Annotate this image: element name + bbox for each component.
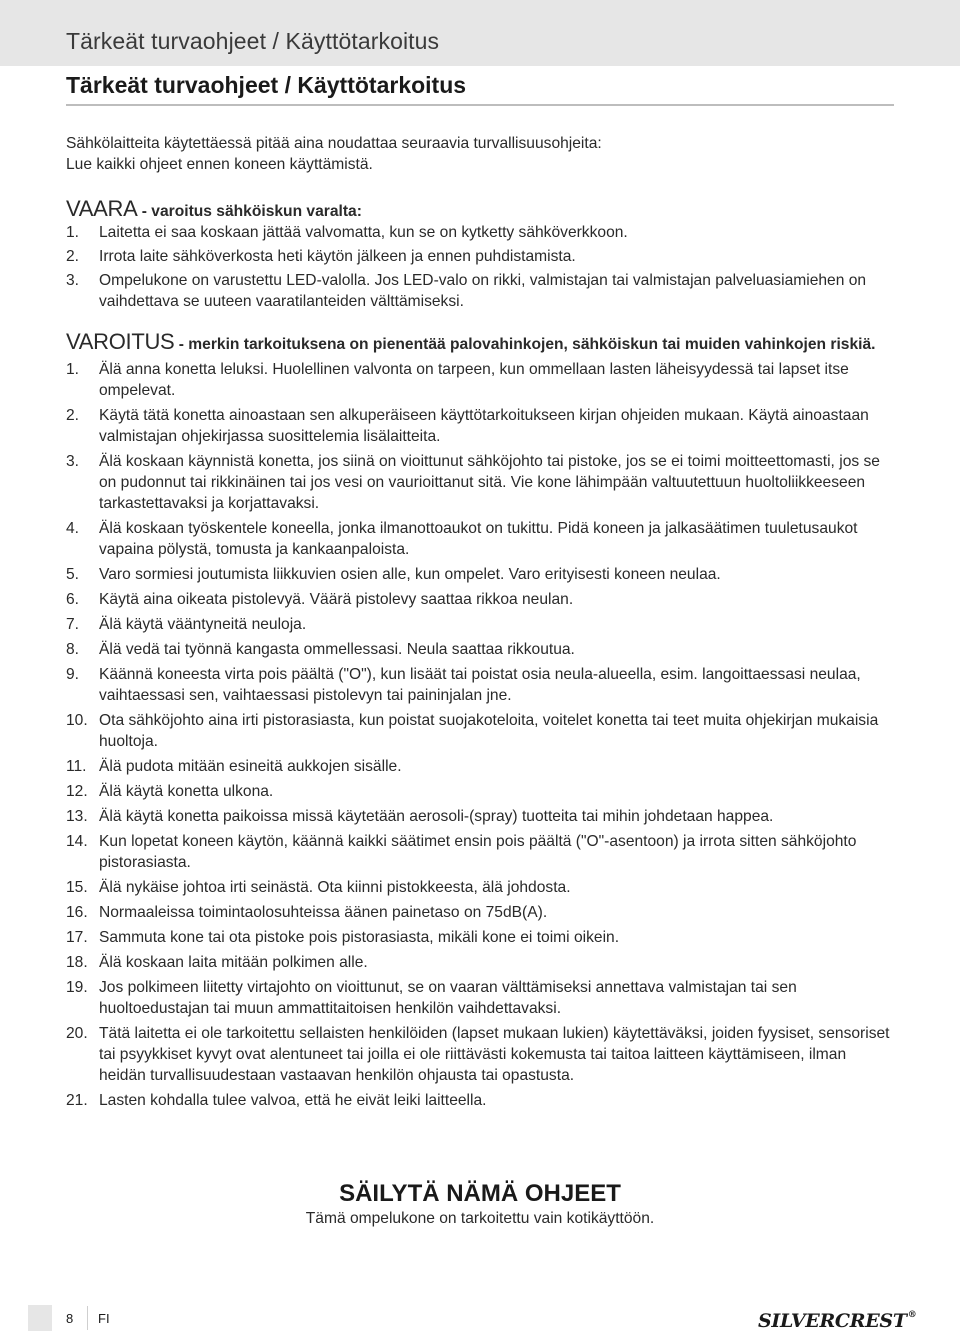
list-item (66, 781, 894, 802)
varoitus-word: VAROITUS (66, 329, 175, 354)
list-item (66, 222, 894, 243)
list-item (66, 614, 894, 635)
list-item-number: 21. (66, 1092, 88, 1109)
list-item (66, 831, 894, 873)
title-divider (66, 104, 894, 106)
list-item-number: 1. (66, 224, 80, 241)
list-item (66, 1023, 894, 1086)
list-item (66, 756, 894, 777)
list-item-number: 20. (66, 1025, 88, 1042)
list-item-text: Käytä tätä konetta ainoastaan sen alkuperäiseen käyttötarkoitukseen kirjan ohjeiden mukaan. Käytä ainoastaan valmistajan ohjekirjassa suosittelemia lisälaitteita. (99, 407, 869, 445)
list-item-number: 3. (66, 272, 80, 289)
list-item-text: Älä anna konetta leluksi. Huolellinen valvonta on tarpeen, kun ommellaan lasten läheisyydessä tai lapset itse ompelevat. (99, 361, 849, 399)
list-item-number: 2. (66, 407, 80, 424)
list-item (66, 877, 894, 898)
list-item-text: Ompelukone on varustettu LED-valolla. Jos LED-valo on rikki, valmistajan tai valmistajan palveluasiamiehen on vaihdettava se uuteen vaaratilanteiden välttämiseksi. (99, 272, 867, 310)
document-body (66, 133, 894, 1115)
page-title: Tärkeät turvaohjeet / Käyttötarkoitus (66, 72, 467, 98)
intro-line: Lue kaikki ohjeet ennen koneen käyttämistä. (66, 156, 373, 173)
vaara-heading (66, 198, 894, 222)
list-item-text: Älä nykäise johtoa irti seinästä. Ota kiinni pistokkeesta, älä johdosta. (99, 879, 571, 896)
list-item-number: 12. (66, 783, 88, 800)
list-item-number: 19. (66, 979, 88, 996)
list-item (66, 518, 894, 560)
list-item-number: 15. (66, 879, 88, 896)
list-item (66, 1090, 894, 1111)
list-item (66, 977, 894, 1019)
header-band (0, 0, 960, 66)
list-item (66, 405, 894, 447)
list-item-number: 6. (66, 591, 80, 608)
list-item-text: Älä käytä konetta paikoissa missä käytetään aerosoli-(spray) tuotteita tai mihin johdetaan happea. (99, 808, 774, 825)
list-item-text: Käännä koneesta virta pois päältä ("O"), kun lisäät tai poistat osia neula-alueella, esim. langoittaessasi neulaa, vaihtaessasi sen, vaihtaessasi pistolevyn tai paininjalan jne. (99, 666, 861, 704)
list-item-text: Älä käytä vääntyneitä neuloja. (99, 616, 307, 633)
list-item (66, 564, 894, 585)
intro-line: Sähkölaitteita käytettäessä pitää aina noudattaa seuraavia turvallisuusohjeita: (66, 135, 602, 152)
list-item-text: Älä koskaan työskentele koneella, jonka ilmanottoaukot on tukittu. Pidä koneen ja jalkasäätimen tuuletusaukot vapaina pölystä, tomusta ja kankaanpaloista. (99, 520, 858, 558)
list-item-text: Jos polkimeen liitetty virtajohto on vioittunut, se on vaaran välttämiseksi annettava valmistajan tai sen huoltoedustajan tai muun ammattitaitoisen henkilön vaihdettavaksi. (99, 979, 797, 1017)
list-item (66, 639, 894, 660)
list-item (66, 359, 894, 401)
list-item-number: 17. (66, 929, 88, 946)
list-item-text: Sammuta kone tai ota pistoke pois pistorasiasta, mikäli kone ei toimi oikein. (99, 929, 620, 946)
varoitus-subtitle: - merkin tarkoituksena on pienentää palovahinkojen, sähköiskun tai muiden vahinkojen riskiä. (174, 336, 876, 353)
list-item-text: Älä vedä tai työnnä kangasta ommellessasi. Neula saattaa rikkoutua. (99, 641, 575, 658)
list-item (66, 710, 894, 752)
varoitus-heading (66, 331, 894, 356)
header-band-title: Tärkeät turvaohjeet / Käyttötarkoitus (66, 28, 440, 54)
list-item-number: 7. (66, 616, 80, 633)
registered-mark: ® (907, 1310, 917, 1320)
list-item-text: Normaaleissa toimintaolosuhteissa äänen painetaso on 75dB(A). (99, 904, 548, 921)
list-item-text: Ota sähköjohto aina irti pistorasiasta, kun poistat suojakoteloita, voitelet konetta tai teet muita ohjekirjan mukaisia huoltoja. (99, 712, 879, 750)
list-item-number: 1. (66, 361, 80, 378)
list-item-text: Älä koskaan käynnistä konetta, jos siinä on vioittunut sähköjohto tai pistoke, jos se ei toimi moitteettomasti, jos se on pudonnut tai rikkinäinen tai jos vesi on vaurioittanut sitä. Vie kone lähimpään valtuutettuun huoltoliikkeeseen tarkastettavaksi ja korjattavaksi. (99, 453, 880, 512)
list-item-text: Älä käytä konetta ulkona. (99, 783, 274, 800)
list-item (66, 246, 894, 267)
list-item-number: 8. (66, 641, 80, 658)
silvercrest-logo (758, 1310, 916, 1334)
vaara-subtitle: - varoitus sähköiskun varalta: (137, 203, 362, 220)
vaara-word: VAARA (66, 196, 138, 221)
list-item-number: 16. (66, 904, 88, 921)
list-item-number: 3. (66, 453, 80, 470)
closing-subtitle: Tämä ompelukone on tarkoitettu vain kotikäyttöön. (305, 1210, 655, 1227)
closing-title: SÄILYTÄ NÄMÄ OHJEET (339, 1180, 621, 1207)
closing-section (0, 1180, 960, 1228)
list-item-number: 9. (66, 666, 80, 683)
footer-divider (87, 1306, 88, 1330)
list-item (66, 806, 894, 827)
list-item (66, 927, 894, 948)
varoitus-list (66, 359, 894, 1111)
language-code: FI (98, 1311, 110, 1326)
vaara-list (66, 222, 894, 312)
list-item-text: Älä koskaan laita mitään polkimen alle. (99, 954, 368, 971)
list-item-number: 10. (66, 712, 88, 729)
list-item-text: Lasten kohdalla tulee valvoa, että he eivät leiki laitteella. (99, 1092, 487, 1109)
list-item-number: 13. (66, 808, 88, 825)
list-item-text: Irrota laite sähköverkosta heti käytön jälkeen ja ennen puhdistamista. (99, 248, 576, 265)
list-item (66, 664, 894, 706)
list-item-text: Älä pudota mitään esineitä aukkojen sisälle. (99, 758, 402, 775)
list-item-number: 11. (66, 758, 87, 775)
list-item (66, 270, 894, 312)
list-item-text: Käytä aina oikeata pistolevyä. Väärä pistolevy saattaa rikkoa neulan. (99, 591, 574, 608)
page-number: 8 (66, 1311, 74, 1326)
list-item (66, 952, 894, 973)
list-item (66, 902, 894, 923)
list-item-text: Tätä laitetta ei ole tarkoitettu sellaisten henkilöiden (lapset mukaan lukien) käytettäväksi, joiden fyysiset, sensoriset tai psyykkiset kyvyt ovat alentuneet tai joilla ei ole riittävästi kokemusta tai taitoa laitteen käyttämiseen, ilman heidän turvallisuudestaan vastaavan henkilön ohjausta tai opastusta. (99, 1025, 890, 1084)
list-item-number: 2. (66, 248, 80, 265)
footer-marker-box (28, 1305, 52, 1331)
list-item-number: 14. (66, 833, 88, 850)
varoitus-section (66, 331, 894, 1111)
list-item-text: Varo sormiesi joutumista liikkuvien osien alle, kun ompelet. Varo erityisesti koneen neulaa. (99, 566, 721, 583)
list-item-number: 18. (66, 954, 88, 971)
vaara-section (66, 198, 894, 312)
list-item-number: 4. (66, 520, 80, 537)
list-item (66, 451, 894, 514)
list-item (66, 589, 894, 610)
list-item-number: 5. (66, 566, 80, 583)
list-item-text: Laitetta ei saa koskaan jättää valvomatta, kun se on kytketty sähköverkkoon. (99, 224, 628, 241)
list-item-text: Kun lopetat koneen käytön, käännä kaikki säätimet ensin pois päältä ("O"-asentoon) ja irrota sitten sähköjohto pistorasiasta. (99, 833, 857, 871)
brand-name: SILVERCREST (758, 1310, 907, 1332)
